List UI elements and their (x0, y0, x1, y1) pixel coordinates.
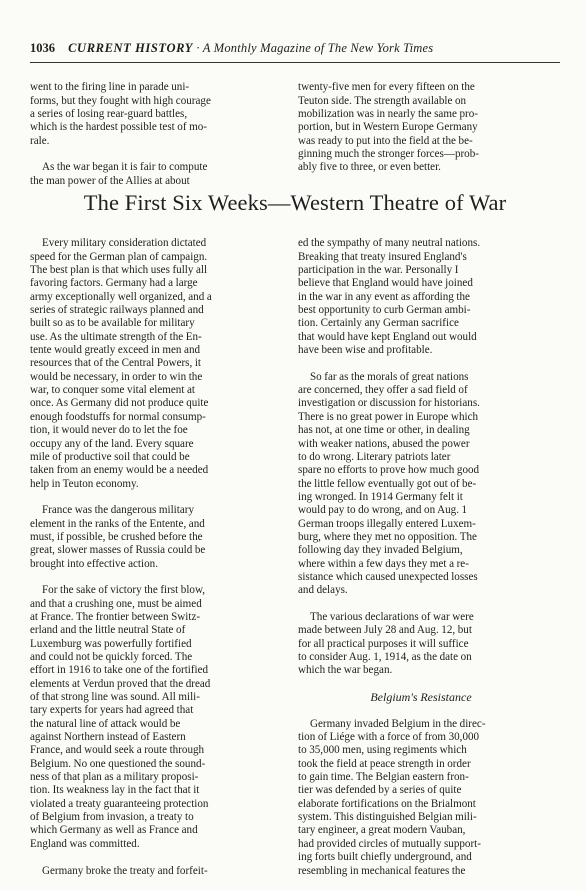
paragraph: twenty-five men for every fifteen on the Teuton side. The strength available on mobilization was in nearly the same pro- portion, but in Western Europe Germany was ready to put into the field at the be- ginning much the stronger forces—prob- ably five to three, or even better. (298, 81, 479, 174)
paragraph: For the sake of victory the first blow, and that a crushing one, must be aimed at France. The frontier between Switz- erland and the little neutral State of Luxemburg was powerfully fortified and could not be quickly forced. The effort in 1916 to take one of the fortified elements at Verdun proved that the dread of that strong line was sound. All mili- tary experts for years had agreed that the natural line of attack would be against Northern instead of Eastern France, and would seek a route through Belgium. No one questioned the sound- ness of that plan as a military proposi- tion. Its weakness lay in the fact that it violated a treaty guaranteeing protection of Belgium from invasion, a treaty to which Germany as well as France and England was committed. (30, 584, 211, 850)
header-rule (30, 62, 560, 63)
continued-column-right (298, 68, 544, 188)
page-number: 1036 (30, 41, 55, 55)
section-subheading: Belgium's Resistance (370, 690, 472, 705)
article-column-left (30, 224, 276, 891)
paragraph: The various declarations of war were made between July 28 and Aug. 12, but for all practical purposes it will suffice to consider Aug. 1, 1914, as the date on which the war began. (298, 610, 474, 677)
paragraph: ed the sympathy of many neutral nations. Breaking that treaty insured England's participation in the war. Personally I believe that England would have joined in the war in any event as affording the best opportunity to curb German ambi- tion. Certainly any German sacrifice that would have kept England out would have been wise and profitable. (298, 237, 481, 357)
journal-subtitle: · A Monthly Magazine of The New York Times (196, 41, 434, 55)
paragraph: As the war began it is fair to compute the man power of the Allies at about (30, 161, 208, 187)
running-title (68, 41, 433, 55)
paragraph: Germany invaded Belgium in the direc- tion of Liége with a force of from 30,000 to 35,000 men, using regiments which took the field at peace strength in order to gain time. The Belgian eastern fron- tier was defended by a series of quite elaborate fortifications on the Brialmont system. This distinguished Belgian mili- tary engineer, a great modern Vauban, had provided circles of mutually support- ing forts built chiefly underground, and resembling in mechanical features the (298, 717, 486, 877)
paragraph: Every military consideration dictated speed for the German plan of campaign. The best plan is that which uses fully all favoring factors. Germany had a large army exceptionally well organized, and a series of strategic railways planned and built so as to be available for military use. As the ultimate strength of the En- tente would greatly exceed in men and resources that of the Central Powers, it would be necessary, in order to win the war, to conquer some vital element at once. As Germany did not produce quite enough foodstuffs for normal consump- tion, it would never do to let the foe occupy any of the land. Every square mile of productive soil that could be taken from an enemy would be a needed help in Teuton economy. (30, 237, 212, 490)
paragraph: So far as the morals of great nations are concerned, they offer a sad field of investigation or discussion for historians. There is no great power in Europe which has not, at one time or other, in dealing with weaker nations, abused the power to do wrong. Literary patriots later spare no efforts to prove how much good the little fellow eventually got out of be- ing wronged. In 1914 Germany felt it would pay to do wrong, and on Aug. 1 German troops illegally entered Luxem- burg, where they met no opposition. The following day they invaded Belgium, where within a few days they met a re- sistance which caused unexpected losses and delays. (298, 370, 480, 597)
paragraph: went to the firing line in parade uni- forms, but they fought with high courage a series of losing rear-guard battles, which is the hardest possible test of mo- rale. (30, 81, 211, 147)
continued-column-left (30, 68, 276, 201)
article-title: The First Six Weeks—Western Theatre of War (83, 190, 507, 215)
journal-name: CURRENT HISTORY (68, 41, 194, 55)
running-header (30, 40, 560, 62)
article-column-right (298, 224, 544, 891)
paragraph: Germany broke the treaty and forfeit- (42, 864, 208, 877)
paragraph: France was the dangerous military element in the ranks of the Entente, and must, if possible, be crushed before the great, slower masses of Russia could be brought into effective action. (30, 504, 206, 570)
